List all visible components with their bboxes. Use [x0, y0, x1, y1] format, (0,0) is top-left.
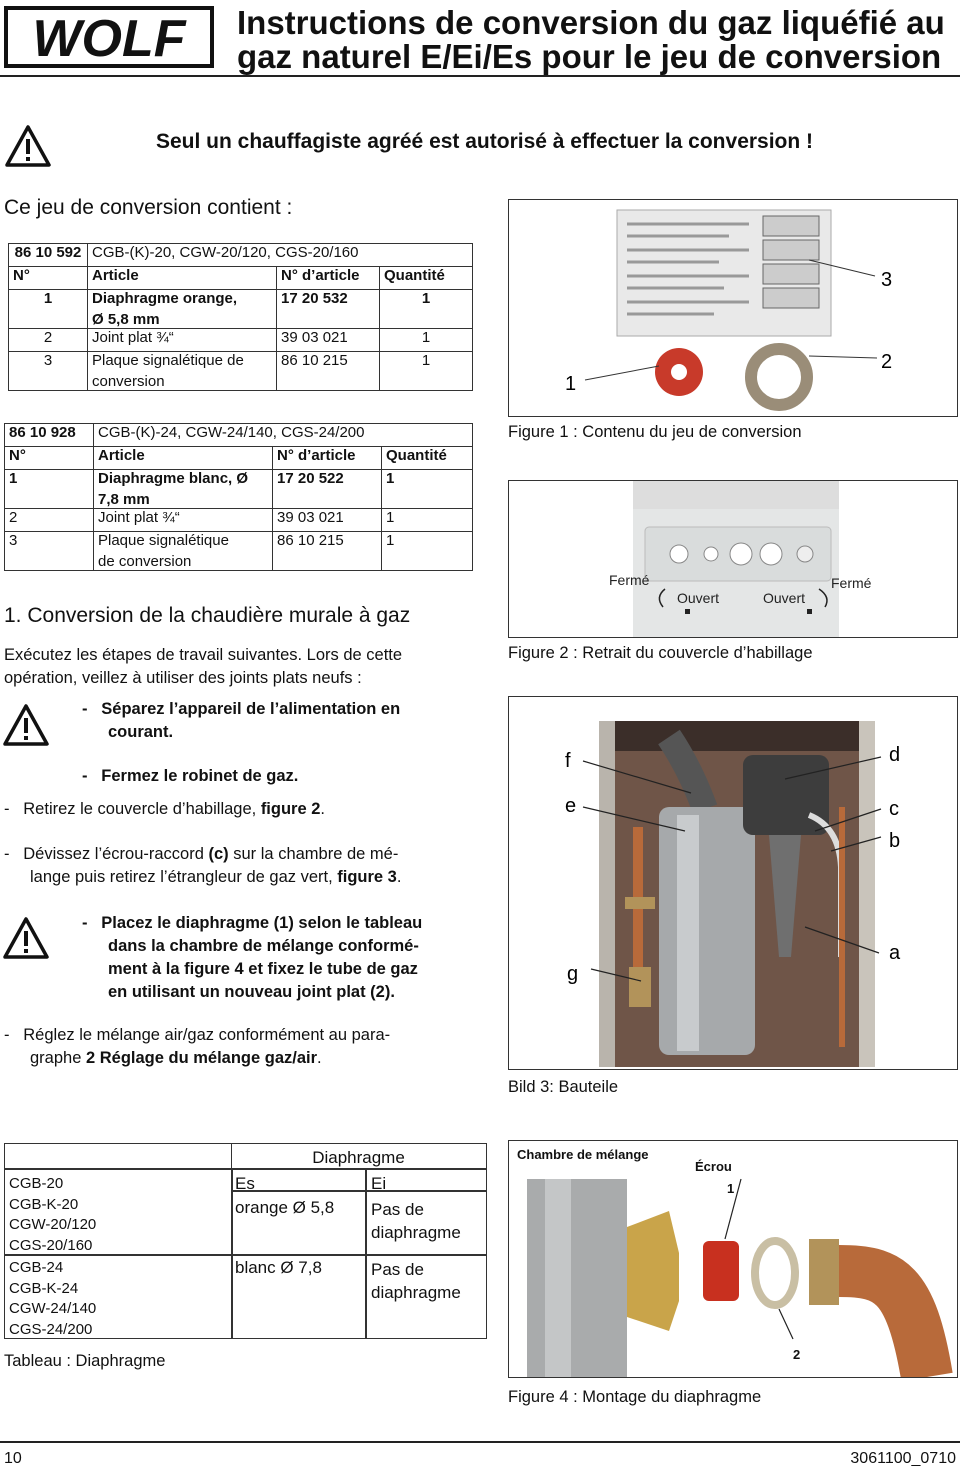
header-rule [0, 75, 960, 77]
group1-es: orange Ø 5,8 [235, 1198, 335, 1217]
figure-3-caption: Bild 3: Bauteile [508, 1078, 619, 1096]
page-title [237, 6, 957, 74]
step-adjust-mix: - Réglez le mélange air/gaz conformément au para- graphe 2 Réglage du mélange gaz/air. [4, 1026, 391, 1067]
mixing-chamber-part [527, 1179, 627, 1377]
model-group-2: CGB-24 CGB-K-24 CGW-24/140 CGS-24/200 [9, 1259, 97, 1338]
model-group-1: CGB-20 CGB-K-20 CGW-20/120 CGS-20/160 [9, 1175, 97, 1254]
col-header: N° [9, 267, 88, 290]
title-line-1: Instructions de conversion du gaz liquéfié au [237, 4, 945, 41]
fig3-label-a: a [889, 942, 901, 964]
group1-ei: Pas de diaphragme [371, 1200, 461, 1242]
page-number: 10 [4, 1450, 22, 1467]
kit-heading: Ce jeu de conversion contient : [4, 196, 293, 219]
boiler-cover-illustration [509, 481, 957, 637]
table-caption: Tableau : Diaphragme [4, 1352, 166, 1370]
figure-1 [508, 199, 958, 417]
flat-gasket [751, 349, 807, 405]
union-nut [627, 1211, 679, 1331]
fig3-label-e: e [565, 795, 577, 817]
col-ei: Ei [371, 1174, 387, 1193]
fig3-label-b: b [889, 830, 901, 852]
figure-4 [508, 1140, 958, 1378]
diaphragm-assembly-photo [509, 1141, 957, 1377]
table-row: 2 Joint plat ¾“ 39 03 021 1 [9, 329, 473, 352]
col-header: N° [5, 447, 94, 470]
fig4-label-2: 2 [793, 1347, 801, 1362]
step-remove-cover: - Retirez le couvercle d’habillage, figure 2. [4, 800, 326, 818]
table-row: 2 Joint plat ¾“ 39 03 021 1 [5, 509, 473, 532]
mixing-chamber [659, 807, 755, 1055]
figure-2-caption: Figure 2 : Retrait du couvercle d’habillage [508, 644, 813, 662]
col-header: Quantité [382, 447, 473, 470]
col-header: Article [88, 267, 277, 290]
group2-ei: Pas de diaphragme [371, 1260, 461, 1302]
warning-icon [4, 124, 52, 168]
fig4-label-1: 1 [727, 1181, 735, 1196]
diaphragm-header: Diaphragme [312, 1148, 405, 1167]
intro-text: Exécutez les étapes de travail suivantes. Lors de cette opération, veillez à utiliser des joints plats neufs : [4, 646, 403, 687]
kit-code: 86 10 592 [9, 244, 88, 267]
logo-text: WOLF [32, 10, 186, 68]
fig1-label-3: 3 [881, 269, 893, 291]
gasket [755, 1241, 795, 1305]
col-es: Es [235, 1174, 255, 1193]
fig1-label-1: 1 [565, 373, 577, 395]
fig3-label-c: c [889, 798, 899, 820]
warning-step-2: - Placez le diaphragme (1) selon le tableau dans la chambre de mélange conformé- ment à la figure 4 et fixez le tube de gaz en utilisant un nouveau joint plat (2). [82, 914, 423, 1001]
fig2-ferme-left: Fermé [609, 572, 650, 588]
fig3-label-d: d [889, 744, 901, 766]
table-row: 3 Plaque signalétique de conversion 86 10 215 1 [5, 532, 473, 571]
fig2-ouvert-right: Ouvert [763, 590, 806, 606]
col-header: Quantité [380, 267, 473, 290]
step-unscrew: - Dévissez l’écrou-raccord (c) sur la chambre de mé- lange puis retirez l’étrangleur de gaz vert, figure 3. [4, 845, 402, 886]
kit-models: CGB-(K)-24, CGW-24/140, CGS-24/200 [94, 424, 473, 447]
warning-icon [2, 703, 50, 747]
col-header: N° d’article [277, 267, 380, 290]
table-row: 1 Diaphragme blanc, Ø 7,8 mm 17 20 522 1 [5, 470, 473, 509]
fig4-label-ecrou: Écrou [695, 1159, 732, 1174]
title-line-2: gaz naturel E/Ei/Es pour le jeu de conversion [237, 38, 942, 75]
warning-step-1: - Séparez l’appareil de l’alimentation en courant. - Fermez le robinet de gaz. [82, 700, 401, 785]
wolf-logo [4, 6, 214, 68]
gas-valve [743, 755, 829, 835]
fig3-label-f: f [565, 750, 571, 772]
section-title: 1. Conversion de la chaudière murale à gaz [4, 604, 411, 627]
diaphragm-table [4, 1143, 487, 1339]
kit-table-1 [8, 243, 473, 391]
boiler-components-photo [509, 697, 957, 1069]
kit-table-2 [4, 423, 473, 571]
footer-rule [0, 1441, 960, 1443]
col-header: Article [94, 447, 273, 470]
fig2-ouvert-left: Ouvert [677, 590, 720, 606]
kit-models: CGB-(K)-20, CGW-20/120, CGS-20/160 [88, 244, 473, 267]
fig1-label-2: 2 [881, 351, 893, 373]
table-row: 1 Diaphragme orange, Ø 5,8 mm 17 20 532 1 [9, 290, 473, 329]
document-number: 3061100_0710 [850, 1450, 956, 1467]
fig3-label-g: g [567, 963, 579, 985]
fig4-label-chambre: Chambre de mélange [517, 1147, 649, 1162]
figure-1-caption: Figure 1 : Contenu du jeu de conversion [508, 423, 802, 441]
conversion-kit-illustration [509, 200, 957, 416]
figure-4-caption: Figure 4 : Montage du diaphragme [508, 1388, 762, 1406]
copper-pipe [839, 1271, 927, 1377]
figure-2 [508, 480, 958, 638]
main-warning: Seul un chauffagiste agréé est autorisé à effectuer la conversion ! [156, 130, 814, 153]
red-diaphragm [703, 1241, 739, 1301]
table-row: 3 Plaque signalétique de conversion 86 10 215 1 [9, 352, 473, 391]
kit-code: 86 10 928 [5, 424, 94, 447]
article-cell: Diaphragme orange, Ø 5,8 mm [88, 290, 277, 329]
group2-es: blanc Ø 7,8 [235, 1258, 322, 1277]
warning-icon [2, 916, 50, 960]
fig2-ferme-right: Fermé [831, 575, 872, 591]
col-header: N° d’article [273, 447, 382, 470]
figure-3 [508, 696, 958, 1070]
